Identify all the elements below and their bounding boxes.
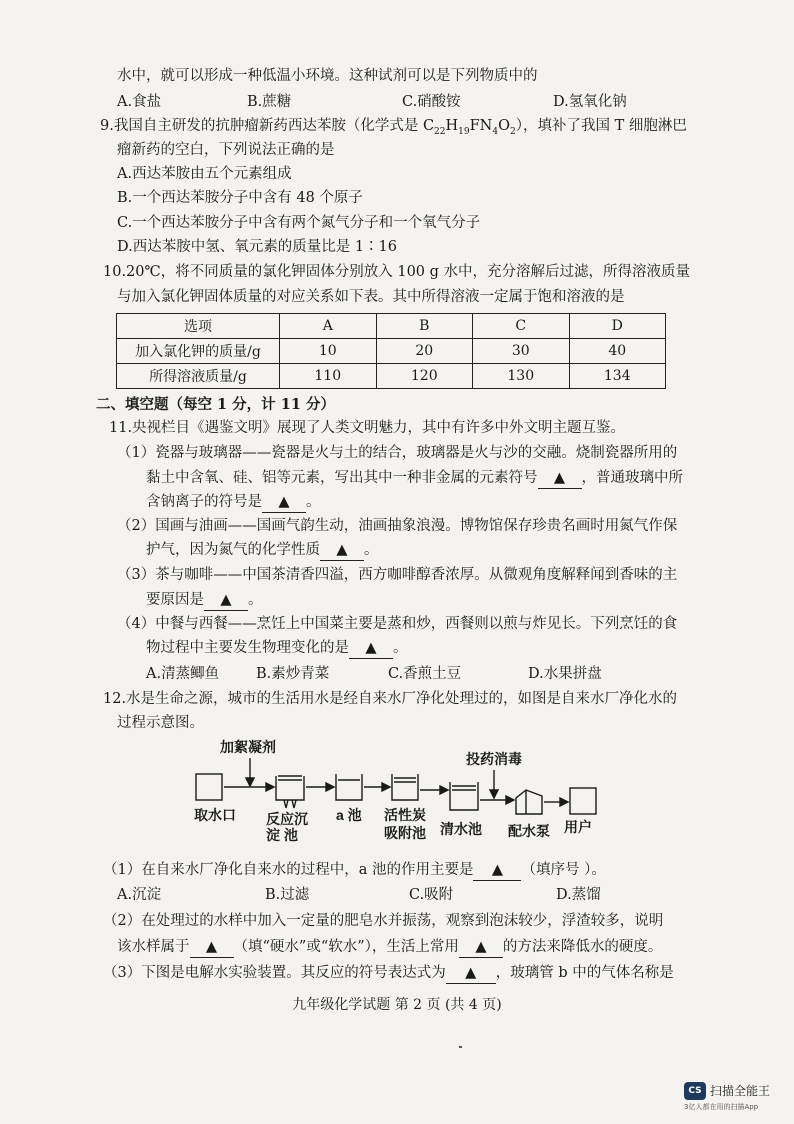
q9-option-b: B.一个西达苯胺分子中含有 48 个原子 <box>117 190 363 206</box>
q12-part2-text-a: 该水样属于 <box>117 939 190 955</box>
disinfect-arrow-head <box>490 790 498 798</box>
reaction-tank-stirrer <box>284 800 296 808</box>
formula-sub-4: 4 <box>492 126 499 137</box>
q9-stem-b: ），填补了我国 T 细胞淋巴 <box>515 118 687 134</box>
table-row <box>117 364 666 389</box>
formula-sub-2: 2 <box>509 126 516 137</box>
q12-part2-line2 <box>117 937 662 958</box>
water-purification-diagram <box>188 738 608 858</box>
q11-option-a: A.清蒸鲫鱼 <box>146 666 220 682</box>
table-cell: B <box>376 314 473 339</box>
clear-pool-level <box>452 786 476 790</box>
reaction-label-1: 反应沉 <box>266 811 308 827</box>
q10-stem-line2: 与加入氯化钾固体质量的对应关系如下表。其中所得溶液一定属于饱和溶液的是 <box>117 289 625 305</box>
q11-part2-line1: （2）国画与油画——国画气韵生动，油画抽象浪漫。博物馆保存珍贵名画时用氮气作保 <box>117 518 678 534</box>
user-label: 用户 <box>564 819 592 835</box>
q8-option-d: D.氢氧化钠 <box>553 94 627 110</box>
table-row <box>117 339 666 364</box>
table-cell: 加入氯化钾的质量/g <box>117 339 280 364</box>
answer-blank: ▲ <box>349 638 393 659</box>
q11-part4-line2 <box>146 638 408 659</box>
table-cell: D <box>569 314 666 339</box>
table-cell: 所得溶液质量/g <box>117 364 280 389</box>
q9-option-d: D.西达苯胺中氢、氧元素的质量比是 1∶16 <box>117 239 398 255</box>
q11-part1-line2 <box>146 468 683 489</box>
answer-blank: ▲ <box>320 540 364 561</box>
pump-shape <box>516 790 542 814</box>
intake-label: 取水口 <box>194 807 236 823</box>
reaction-label-2: 淀 池 <box>266 827 298 843</box>
section-title: 二、填空题（每空 1 分，计 11 分） <box>96 396 335 413</box>
table-cell: A <box>280 314 377 339</box>
q8-option-a: A.食盐 <box>117 94 162 110</box>
formula-sub-22: 22 <box>434 126 446 137</box>
q12-part2-line1: （2）在处理过的水样中加入一定量的肥皂水并振荡，观察到泡沫较少，浮渣较多，说明 <box>103 913 664 929</box>
carbon-label-1: 活性炭 <box>384 807 426 823</box>
user-shape <box>570 788 596 814</box>
q11-part4-text-b: 。 <box>393 640 408 656</box>
table-cell: 110 <box>280 364 377 389</box>
q11-part4-text-a: 物过程中主要发生物理变化的是 <box>146 640 349 656</box>
q12-option-c: C.吸附 <box>409 887 454 903</box>
q11-option-b: B.素炒青菜 <box>256 666 330 682</box>
q11-option-c: C.香煎土豆 <box>388 666 462 682</box>
formula-o: O <box>498 118 510 134</box>
flow-arrow-head <box>382 783 390 791</box>
formula-h: H <box>445 118 459 134</box>
a-pool-label: a 池 <box>336 807 362 823</box>
q12-part2-text-c: 的方法来降低水的硬度。 <box>502 939 663 955</box>
carbon-label-2: 吸附池 <box>384 825 426 841</box>
flow-arrow-head <box>266 783 274 791</box>
q11-part3-line1: （3）茶与咖啡——中国茶清香四溢，西方咖啡醇香浓厚。从微观角度解释闻到香味的主 <box>117 567 678 583</box>
q11-part1-line1: （1）瓷器与玻璃器——瓷器是火与土的结合，玻璃器是火与沙的交融。烧制瓷器所用的 <box>117 445 678 461</box>
q10-stem-line1: 10.20℃，将不同质量的氯化钾固体分别放入 100 g 水中，充分溶解后过滤，所得溶液质量 <box>103 264 691 280</box>
q8-option-c: C.硝酸铵 <box>402 94 461 110</box>
q11-stem: 11.央视栏目《遇鉴文明》展现了人类文明魅力，其中有许多中外文明主题互鉴。 <box>109 420 626 436</box>
q9-option-c: C.一个西达苯胺分子中含有两个氮气分子和一个氧气分子 <box>117 215 481 231</box>
carbon-pool-layers <box>394 778 416 782</box>
q11-part1-text-d: 。 <box>306 494 321 510</box>
answer-blank: ▲ <box>262 492 306 513</box>
table-cell: 40 <box>569 339 666 364</box>
q10-table <box>116 313 666 389</box>
page-footer: 九年级化学试题 第 2 页 (共 4 页) <box>292 997 502 1013</box>
a-pool-shape <box>336 774 362 800</box>
q11-part2-text-a: 护气，因为氮气的化学性质 <box>146 542 320 558</box>
q12-option-a: A.沉淀 <box>117 887 162 903</box>
q12-stem-line2: 过程示意图。 <box>117 715 204 731</box>
scan-speck <box>459 1046 462 1048</box>
q9-option-a: A.西达苯胺由五个元素组成 <box>117 166 292 182</box>
answer-blank: ▲ <box>204 590 248 611</box>
q8-stem-line: 水中，就可以形成一种低温小环境。这种试剂可以是下列物质中的 <box>117 68 538 84</box>
q12-option-d: D.蒸馏 <box>556 887 601 903</box>
q11-part1-text-b: ，普通玻璃中所 <box>581 470 683 486</box>
table-cell: 120 <box>376 364 473 389</box>
table-cell: 134 <box>569 364 666 389</box>
q11-part1-text-a: 黏土中含氧、硅、铝等元素，写出其中一种非金属的元素符号 <box>146 470 538 486</box>
q12-part3-text-b: ，玻璃管 b 中的气体名称是 <box>495 965 674 981</box>
coagulant-arrow-head <box>246 778 254 786</box>
formula-sub-19: 19 <box>458 126 470 137</box>
q11-option-d: D.水果拼盘 <box>528 666 602 682</box>
q11-part1-text-c: 含钠离子的符号是 <box>146 494 262 510</box>
q11-part1-line3 <box>146 492 321 513</box>
disinfect-label: 投药消毒 <box>466 751 522 767</box>
flow-arrow-head <box>506 796 514 804</box>
answer-blank: ▲ <box>473 860 521 881</box>
flow-arrow-head <box>326 783 334 791</box>
table-cell: C <box>473 314 570 339</box>
answer-blank: ▲ <box>190 937 234 958</box>
q12-part3 <box>103 963 674 984</box>
table-cell: 选项 <box>117 314 280 339</box>
q8-option-b: B.蔗糖 <box>247 94 292 110</box>
q12-part3-text-a: （3）下图是电解水实验装置。其反应的符号表达式为 <box>103 965 446 981</box>
reaction-tank-rim <box>278 776 302 780</box>
q12-option-b: B.过滤 <box>265 887 310 903</box>
table-row <box>117 314 666 339</box>
q12-part1 <box>103 860 606 881</box>
table-cell: 130 <box>473 364 570 389</box>
q9-stem-a: 9.我国自主研发的抗肿瘤新药西达苯胺（化学式是 C <box>100 118 435 134</box>
answer-blank: ▲ <box>538 468 582 489</box>
q9-stem-line1 <box>100 116 687 142</box>
q11-part4-line1: （4）中餐与西餐——烹饪上中国菜主要是蒸和炒，西餐则以煎与炸见长。下列烹饪的食 <box>117 616 678 632</box>
formula-fn: FN <box>469 118 493 134</box>
q11-part3-text-a: 要原因是 <box>146 592 204 608</box>
scanner-tagline: 3亿人都在用的扫描App <box>684 1103 759 1111</box>
scanner-name: 扫描全能王 <box>710 1084 771 1098</box>
scanner-logo-icon: CS <box>684 1082 706 1100</box>
flow-arrow-head <box>440 786 448 794</box>
clear-pool-label: 清水池 <box>440 821 482 837</box>
table-cell: 30 <box>473 339 570 364</box>
q11-part3-line2 <box>146 590 263 611</box>
q9-stem-line2: 瘤新药的空白，下列说法正确的是 <box>117 142 335 158</box>
flow-arrow-head <box>560 798 568 806</box>
q12-part2-text-b: （填“硬水”或“软水”），生活上常用 <box>233 939 459 955</box>
q12-part1-text-b: （填序号 ）。 <box>521 862 606 878</box>
pump-label: 配水泵 <box>508 823 550 839</box>
q11-part3-text-b: 。 <box>248 592 263 608</box>
intake-tank-shape <box>196 774 222 800</box>
q12-part1-text-a: （1）在自来水厂净化自来水的过程中，a 池的作用主要是 <box>103 862 474 878</box>
answer-blank: ▲ <box>446 963 496 984</box>
q11-part2-text-b: 。 <box>364 542 379 558</box>
table-cell: 20 <box>376 339 473 364</box>
q12-stem-line1: 12.水是生命之源，城市的生活用水是经自来水厂净化处理过的，如图是自来水厂净化水的 <box>103 691 678 707</box>
table-cell: 10 <box>280 339 377 364</box>
coagulant-label: 加絮凝剂 <box>220 739 276 755</box>
answer-blank: ▲ <box>459 937 503 958</box>
q11-part2-line2 <box>146 540 379 561</box>
